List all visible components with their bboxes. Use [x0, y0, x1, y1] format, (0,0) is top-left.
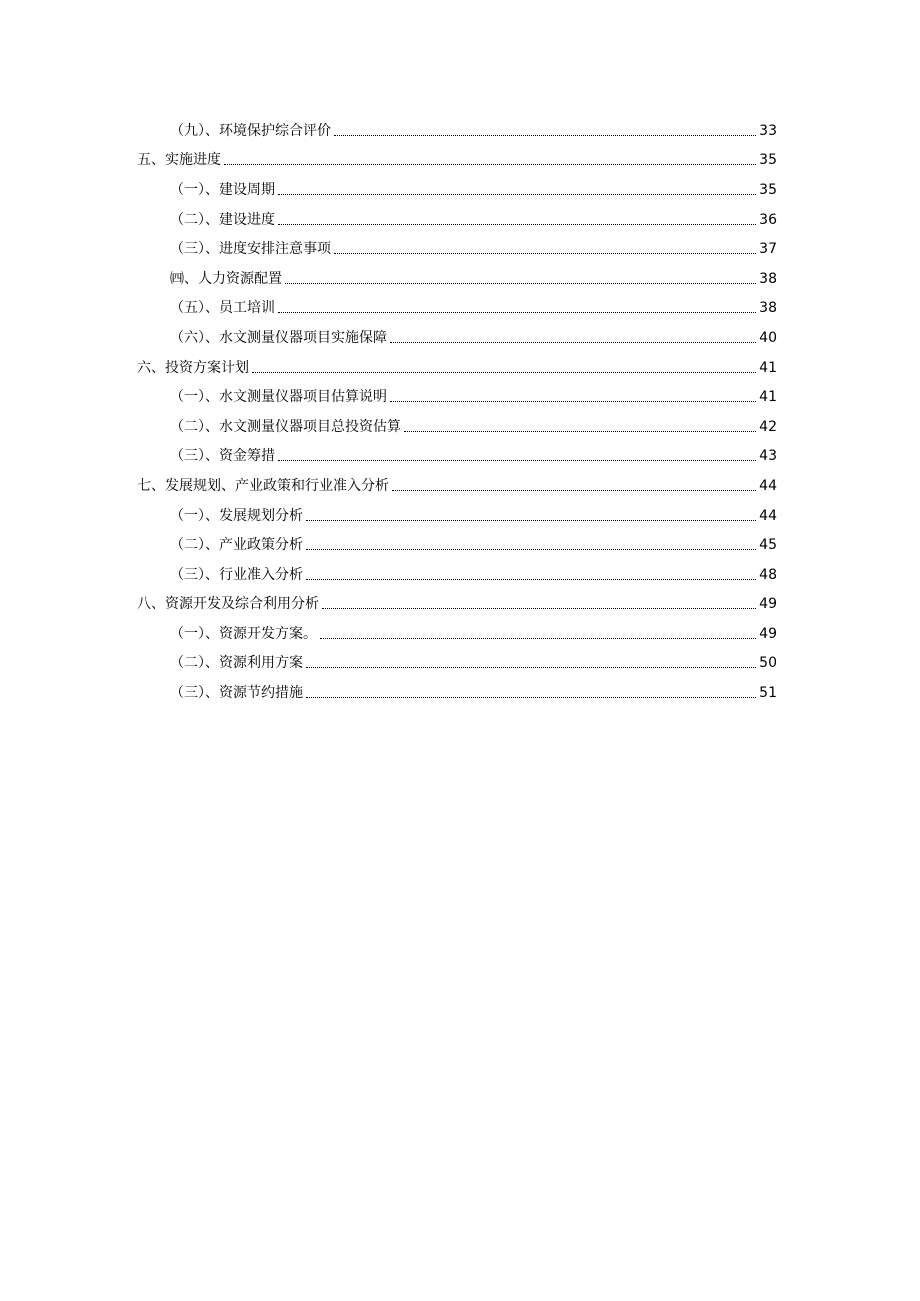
toc-entry-title: （九）、环境保护综合评价: [170, 122, 331, 139]
toc-entry-title: （二）、建设进度: [170, 211, 275, 228]
toc-entry-title: （二）、资源利用方案: [170, 655, 303, 672]
toc-entry-title: （三）、资金筹措: [170, 448, 275, 465]
toc-entry[interactable]: [0, 560, 920, 590]
toc-page-number: 41: [759, 359, 777, 376]
toc-entry[interactable]: [0, 590, 920, 620]
toc-entry-title: （一）、水文测量仪器项目估算说明: [170, 389, 387, 406]
toc-entry[interactable]: [0, 382, 920, 412]
toc-page-number: 37: [759, 241, 777, 258]
toc-page-number: 35: [759, 181, 777, 198]
toc-entry-title: （五）、员工培训: [170, 300, 275, 317]
toc-dot-leader: [322, 607, 756, 609]
toc-entry[interactable]: [0, 234, 920, 264]
toc-dot-leader: [252, 371, 756, 373]
toc-page-number: 50: [759, 655, 777, 672]
toc-entry-title: 六、投资方案计划: [137, 359, 249, 376]
toc-dot-leader: [390, 341, 756, 343]
toc-dot-leader: [392, 489, 756, 491]
toc-entry-title: （二）、产业政策分析: [170, 537, 303, 554]
toc-page-number: 41: [759, 389, 777, 406]
toc-dot-leader: [306, 548, 756, 550]
toc-page-number: 49: [759, 625, 777, 642]
toc-page-number: 42: [759, 418, 777, 435]
toc-entry[interactable]: [0, 264, 920, 294]
table-of-contents: [0, 116, 920, 708]
toc-entry-title: 五、实施进度: [137, 152, 221, 169]
toc-page-number: 48: [759, 566, 777, 583]
toc-dot-leader: [306, 578, 756, 580]
toc-page-number: 35: [759, 152, 777, 169]
toc-entry[interactable]: [0, 294, 920, 324]
toc-dot-leader: [278, 193, 756, 195]
toc-page-number: 38: [759, 270, 777, 287]
toc-dot-leader: [278, 311, 756, 313]
toc-page-number: 45: [759, 537, 777, 554]
toc-dot-leader: [334, 134, 756, 136]
toc-dot-leader: [278, 459, 756, 461]
toc-entry[interactable]: [0, 619, 920, 649]
toc-entry-title: （一）、发展规划分析: [170, 507, 303, 524]
toc-dot-leader: [306, 696, 756, 698]
toc-entry[interactable]: [0, 412, 920, 442]
toc-dot-leader: [404, 430, 756, 432]
toc-page-number: 51: [759, 685, 777, 702]
toc-page-number: 44: [759, 477, 777, 494]
toc-page-number: 40: [759, 329, 777, 346]
toc-dot-leader: [278, 223, 756, 225]
toc-page-number: 49: [759, 596, 777, 613]
toc-entry[interactable]: [0, 353, 920, 383]
toc-page-number: 43: [759, 448, 777, 465]
toc-entry[interactable]: [0, 471, 920, 501]
toc-entry-title: （六）、水文测量仪器项目实施保障: [170, 329, 387, 346]
toc-entry[interactable]: [0, 501, 920, 531]
toc-entry[interactable]: [0, 649, 920, 679]
toc-entry-title: 八、资源开发及综合利用分析: [137, 596, 319, 613]
toc-page-number: 44: [759, 507, 777, 524]
toc-entry[interactable]: [0, 146, 920, 176]
toc-entry-title: （三）、行业准入分析: [170, 566, 303, 583]
toc-dot-leader: [306, 519, 756, 521]
toc-entry-title: （三）、进度安排注意事项: [170, 241, 331, 258]
toc-entry[interactable]: [0, 175, 920, 205]
toc-dot-leader: [224, 163, 756, 165]
toc-entry[interactable]: [0, 442, 920, 472]
toc-entry-title: （二）、水文测量仪器项目总投资估算: [170, 418, 401, 435]
toc-entry[interactable]: [0, 323, 920, 353]
toc-entry-title: 七、发展规划、产业政策和行业准入分析: [137, 477, 389, 494]
toc-dot-leader: [390, 400, 756, 402]
toc-dot-leader: [320, 637, 756, 639]
toc-entry[interactable]: [0, 678, 920, 708]
toc-dot-leader: [334, 252, 756, 254]
toc-page-number: 38: [759, 300, 777, 317]
toc-entry[interactable]: [0, 530, 920, 560]
toc-entry-title: （一）、建设周期: [170, 181, 275, 198]
toc-entry[interactable]: [0, 116, 920, 146]
toc-entry-title: （一）、资源开发方案。: [170, 625, 317, 642]
toc-entry-title: （三）、资源节约措施: [170, 685, 303, 702]
toc-dot-leader: [285, 282, 756, 284]
toc-entry[interactable]: [0, 205, 920, 235]
toc-entry-title: ㈣、人力资源配置: [170, 270, 282, 287]
toc-page-number: 33: [759, 122, 777, 139]
toc-dot-leader: [306, 666, 756, 668]
toc-page-number: 36: [759, 211, 777, 228]
